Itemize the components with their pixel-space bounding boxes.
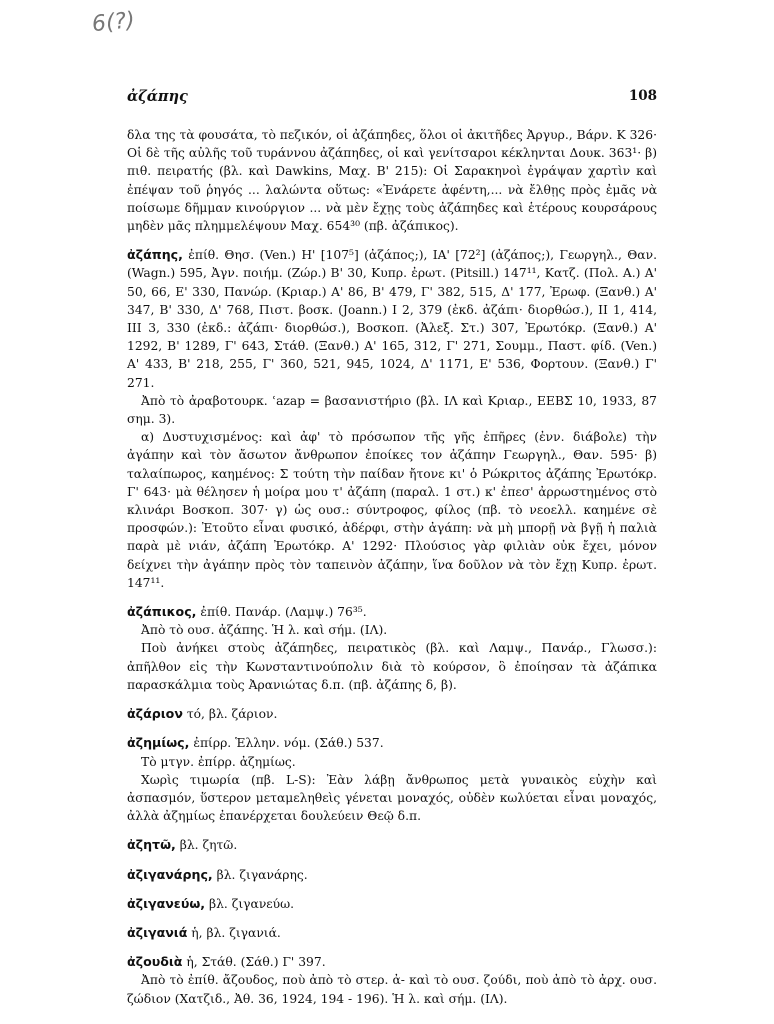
running-header — [127, 88, 657, 108]
entry-azimios — [127, 734, 657, 752]
cross-reference: βλ. ζιγανεύω. — [205, 896, 295, 911]
entry-azito — [127, 836, 657, 854]
dictionary-body — [127, 126, 657, 1008]
entry-citations: ἐπίρρ. Ἑλλην. νόμ. (Σάθ.) 537. — [189, 736, 384, 751]
cross-reference: τό, βλ. ζάριον. — [182, 707, 278, 722]
sense-paragraph: Χωρὶς τιμωρία (πβ. L-S): Ἐὰν λάβῃ ἄνθρωπος μετὰ γυναικὸς εὐχὴν καὶ ἀσπασμόν, ὕστερον μεταμεληθεὶς γένεται μοναχός, οὐδὲν κωλύεται εἶναι μοναχός, ἀλλὰ ἀζημίως ἐπανέρχεται δουλεύειν Θεῷ δ.π. — [127, 772, 657, 824]
lemma-headword: ἀζάπικος, — [127, 604, 197, 620]
lemma-headword: ἀζουδιὰ — [127, 954, 183, 970]
entry-citations: ἐπίθ. Πανάρ. (Λαμψ.) 76³⁵. — [196, 605, 367, 620]
cross-reference: βλ. ζητῶ. — [175, 838, 238, 853]
lemma-headword: ἀζάριον — [127, 706, 183, 722]
entry-azigania — [127, 924, 657, 942]
entry-continuation: δλα της τὰ φουσάτα, τὸ πεζικόν, οἱ ἀζάπηδες, ὅλοι οἱ ἀκιτῆδες Ἀργυρ., Βάρν. Κ 326· Οἱ δὲ τῆς αὐλῆς τοῦ τυράννου ἀζάπηδες, οἱ καὶ γενίτσαροι κέκληνται Δουκ. 363¹· β) πιθ. πειρατής (βλ. καὶ Dawkins, Μαχ. Β' 215): Οἱ Σαρακηνοὶ ἐγράψαν χαρτὶν καὶ ἐπέψαν τοῦ ῥηγός ... λαλώντα οὕτως: «Ἐνάρετε ἀφέντη,... νὰ ἔλθῃς πρὸς ἐμᾶς νὰ ποίσωμε δῆμμαν κινούργιον ... νὰ μὲν ἔχῃς τοὺς ἀζάπηδες καὶ ἑτέρους κουρσάρους μηδὲν μᾶς πλημμελέψουν Μαχ. 654³⁰ (πβ. ἀζάπικος). — [127, 128, 657, 234]
entry-aziganevo — [127, 895, 657, 913]
entry-azapikos — [127, 603, 657, 621]
lemma-headword: ἀζημίως, — [127, 735, 190, 751]
entry-azapis — [127, 246, 657, 392]
page-number: 108 — [628, 88, 657, 104]
handwritten-margin-note: 6(?) — [90, 7, 137, 38]
lemma-headword: ἀζιγανάρης, — [127, 866, 213, 882]
lemma-headword: ἀζητῶ, — [127, 837, 176, 853]
etymology-paragraph: Τὸ μτγν. ἐπίρρ. ἀζημίως. — [141, 754, 296, 769]
entry-citations: ἐπίθ. Θησ. (Ven.) Η' [107⁵] (ἀζάπος;), ΙΑ' [72²] (ἀζάπος;), Γεωργηλ., Θαν. (Wagn.) 595, Ἀγν. ποιήμ. (Ζώρ.) Β' 30, Κυπρ. ἐρωτ. (Pitsill.) 147¹¹, Κατζ. (Πολ. Α.) Α' 50, 66, Ε' 330, Πανώρ. (Κριαρ.) Α' 86, Β' 479, Γ' 382, 515, Δ' 177, Ἐρωφ. (Ξανθ.) Α' 347, Β' 330, Δ' 768, Πιστ. βοσκ. (Joann.) Ι 2, 379 (ἐκδ. ἀζάπι· διορθώσ.), ΙΙ 1, 414, ΙΙΙ 3, 330 (ἐκδ.: ἀζάπι· διορθώσ.), Βοσκοπ. (Ἀλεξ. Στ.) 307, Ἐρωτόκρ. (Ξανθ.) Α' 1292, Β' 1289, Γ' 643, Στάθ. (Ξανθ.) Α' 165, 312, Γ' 271, Σουμμ., Παστ. φίδ. (Ven.) Α' 433, Β' 218, 255, Γ' 360, 521, 945, 1024, Δ' 1171, Ε' 536, Φορτουν. (Ξανθ.) Γ' 271. — [127, 248, 657, 390]
entry-azoudia — [127, 953, 657, 971]
senses-paragraph: α) Δυστυχισμένος: καὶ ἀφ' τὸ πρόσωπον τῆς γῆς ἐπῆρες (ἐνν. διάβολε) τὴν ἀγάπην καὶ τὸν ἄσωτον ἄνθρωπον ἐποίκες τον ἀζάπην Γεωργηλ., Θαν. 595· β) ταλαίπωρος, καημένος: Σ τούτη τὴν παίδαν ἤτονε κι' ὁ Ρώκριτος ἀζάπης Ἐρωτόκρ. Γ' 643· μὰ θέλησεν ἡ μοίρα μου τ' ἀζάπη (παραλ. 1 στ.) κ' ἐπεσ' ἀρρωστημένος στὸ κλινάρι Βοσκοπ. 307· γ) ὡς ουσ.: σύντροφος, φίλος (πβ. τὸ νεοελλ. καημένε σὲ προσφών.): Ἐτοῦτο εἶναι φυσικό, ἀδέρφι, στὴν ἀγάπη: νὰ μὴ μπορῇ νὰ βγῇ ἡ παλιὰ παρὰ μὲ νιάν, ἀζάπη Ἐρωτόκρ. Α' 1292· Πλούσιος γὰρ φιλιὰν οὐκ ἔχει, μόνον δείχνει τὴν ἀγάπην πρὸς τὸν ταπεινὸν ἀζάπην, ἵνα δοῦλον νὰ τὸν ἔχῃ Κυπρ. ἐρωτ. 147¹¹. — [127, 430, 657, 590]
etymology-paragraph: Ἀπὸ τὸ ἐπίθ. ἄζουδος, ποὺ ἀπὸ τὸ στερ. ἀ- καὶ τὸ ουσ. ζούδι, ποὺ ἀπὸ τὸ ἀρχ. ουσ. ζώδιον (Χατζιδ., Ἀθ. 36, 1924, 194 - 196). Ἡ λ. καὶ σήμ. (ΙΛ). — [127, 973, 657, 1006]
running-headword: ἀζάπης — [127, 88, 188, 105]
lemma-headword: ἀζιγανιά — [127, 924, 188, 940]
etymology-paragraph: Ἀπὸ τὸ ουσ. ἀζάπης. Ἡ λ. καὶ σήμ. (ΙΛ). — [141, 623, 388, 638]
cross-reference: βλ. ζιγανάρης. — [212, 867, 308, 882]
entry-azarion — [127, 705, 657, 723]
entry-citations: ἡ, Στάθ. (Σάθ.) Γ' 397. — [182, 955, 326, 970]
entry-aziganaris — [127, 866, 657, 884]
etymology-paragraph: Ἀπὸ τὸ ἀραβοτουρκ. ʿazap = βασανιστήριο (βλ. ΙΛ καὶ Κριαρ., ΕΕΒΣ 10, 1933, 87 σημ. 3). — [127, 393, 657, 427]
sense-paragraph: Ποὺ ἀνήκει στοὺς ἀζάπηδες, πειρατικὸς (βλ. καὶ Λαμψ., Πανάρ., Γλωσσ.): ἀπῆλθον εἰς τὴν Κωνσταντινούπολιν διὰ τὸ κούρσον, ὃ ἐποίησαν τὰ ἀζάπικα παρασκάλμια τοὺς Ἀρανιώτας δ.π. (πβ. ἀζάπης δ, β). — [127, 641, 657, 692]
cross-reference: ἡ, βλ. ζιγανιά. — [187, 925, 281, 940]
lemma-headword: ἀζάπης, — [127, 247, 183, 263]
lemma-headword: ἀζιγανεύω, — [127, 895, 206, 911]
